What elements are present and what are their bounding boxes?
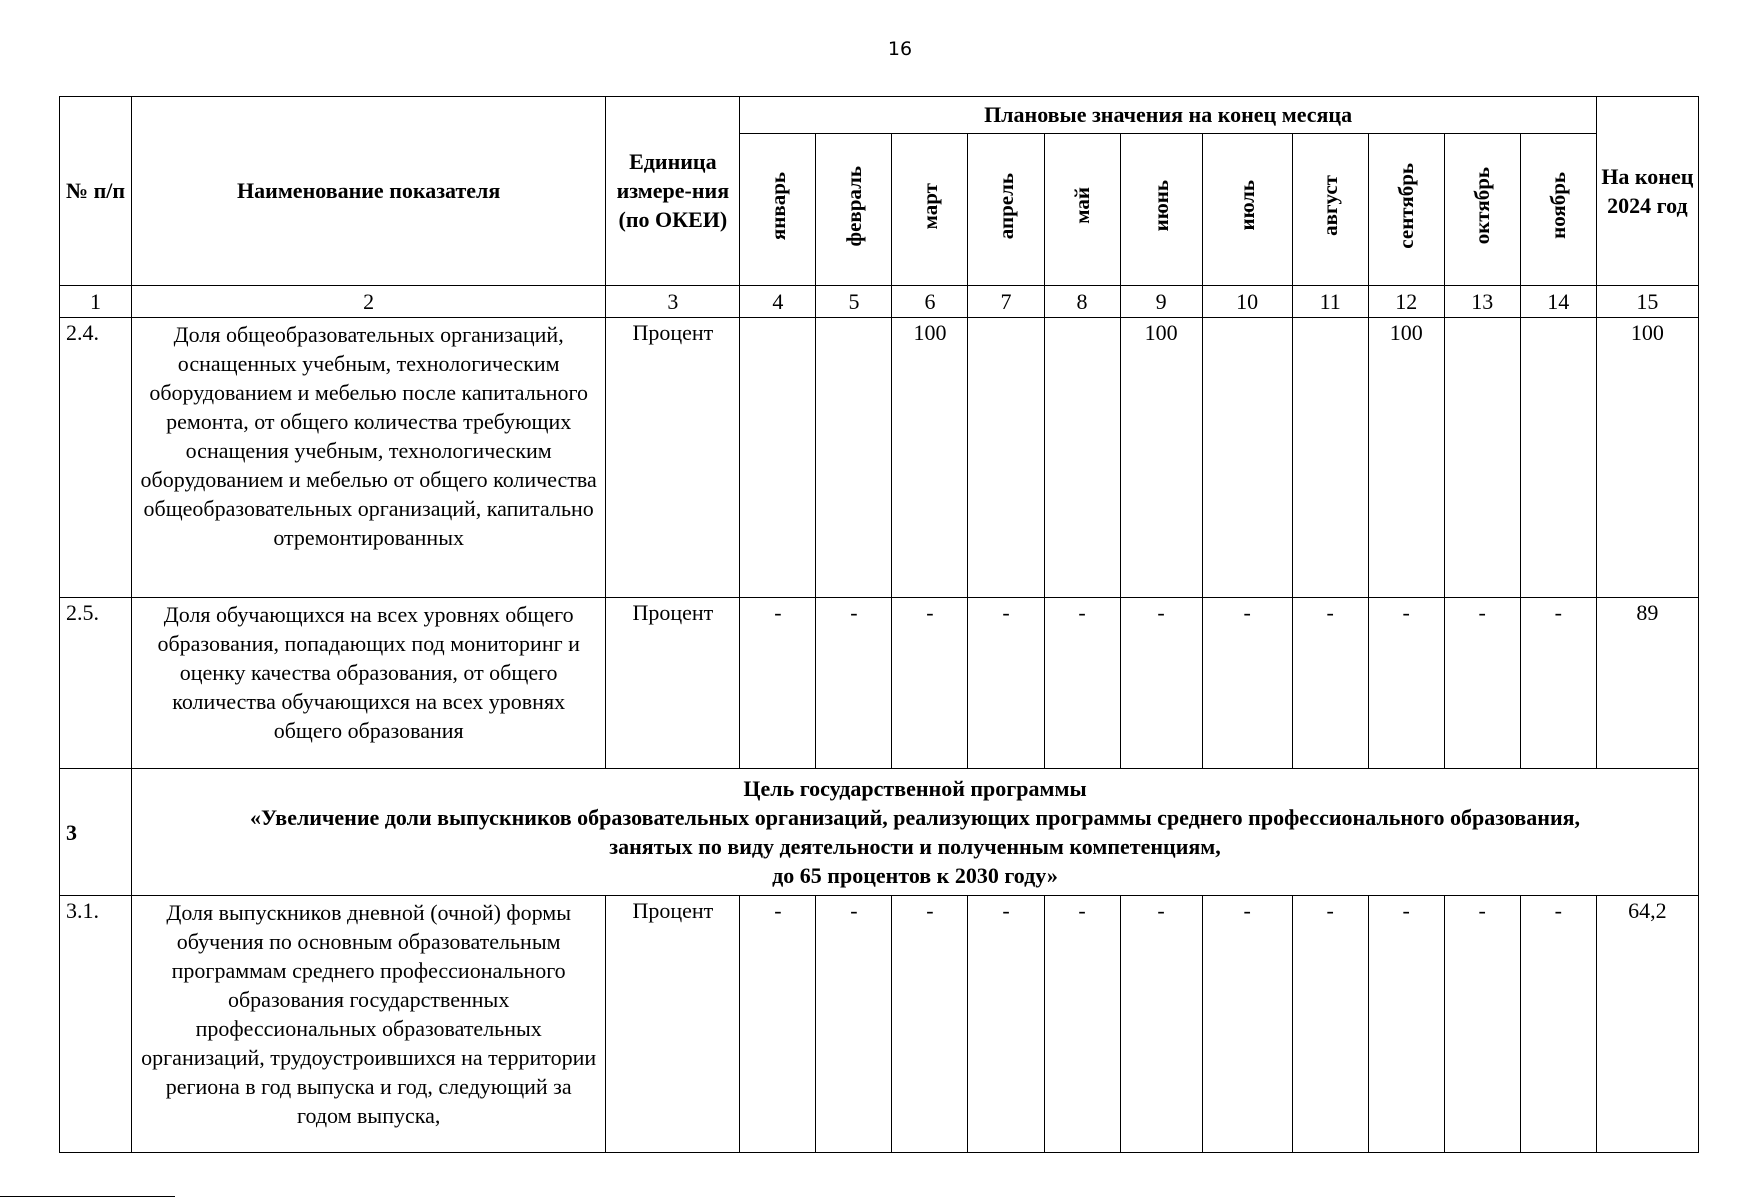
column-index: 1	[60, 285, 132, 318]
goal-line: до 65 процентов к 2030 году»	[772, 863, 1058, 889]
header-month	[892, 133, 968, 285]
column-index: 8	[1044, 285, 1120, 318]
header-month-label: апрель	[994, 172, 1018, 239]
indicators-table	[59, 96, 1699, 1153]
row-month-value: -	[1202, 896, 1292, 1153]
header-row-1	[60, 97, 1699, 134]
column-index-row	[60, 285, 1699, 318]
header-month-label: июнь	[1149, 180, 1174, 232]
column-index: 6	[892, 285, 968, 318]
column-index: 14	[1520, 285, 1596, 318]
header-name: Наименование показателя	[132, 97, 606, 286]
row-month-value: -	[740, 597, 816, 768]
goal-line: занятых по виду деятельности и полученным компетенциям,	[609, 834, 1221, 860]
column-index: 4	[740, 285, 816, 318]
row-month-value	[968, 318, 1044, 598]
row-name: Доля обучающихся на всех уровнях общего образования, попадающих под мониторинг и оценку качества образования, от общего количества обучающихся на всех уровнях общего образования	[132, 597, 606, 768]
header-month-label: июль	[1235, 180, 1260, 231]
header-month	[1520, 133, 1596, 285]
row-month-value: -	[892, 896, 968, 1153]
row-month-value: -	[1044, 896, 1120, 1153]
row-month-value: -	[1120, 896, 1202, 1153]
row-month-value: -	[1368, 896, 1444, 1153]
row-month-value: -	[1444, 896, 1520, 1153]
goal-num: 3	[60, 769, 132, 896]
column-index: 2	[132, 285, 606, 318]
column-index: 5	[816, 285, 892, 318]
header-plan-group: Плановые значения на конец месяца	[740, 97, 1596, 134]
row-num: 2.5.	[60, 597, 132, 768]
row-unit: Процент	[606, 896, 740, 1153]
row-month-value: -	[1202, 597, 1292, 768]
header-num: № п/п	[60, 97, 132, 286]
header-month-label: октябрь	[1470, 167, 1495, 245]
header-month	[740, 133, 816, 285]
header-month-label: март	[917, 182, 942, 229]
row-month-value: -	[816, 896, 892, 1153]
row-month-value: -	[740, 896, 816, 1153]
row-month-value: -	[1444, 597, 1520, 768]
row-month-value: -	[1292, 597, 1368, 768]
header-month	[968, 133, 1044, 285]
row-month-value: 100	[1120, 318, 1202, 598]
header-month	[1444, 133, 1520, 285]
row-month-value: -	[1520, 896, 1596, 1153]
row-month-value	[1044, 318, 1120, 598]
row-name: Доля выпускников дневной (очной) формы обучения по основным образовательным программам среднего профессионального образования государственных профессиональных образовательных организаций, трудоустроившихся на территории региона в год выпуска и год, следующий за годом выпуска,	[132, 896, 606, 1153]
row-month-value: -	[968, 597, 1044, 768]
column-index: 9	[1120, 285, 1202, 318]
header-month-label: май	[1070, 187, 1095, 225]
column-index: 3	[606, 285, 740, 318]
row-month-value	[1202, 318, 1292, 598]
row-month-value	[1520, 318, 1596, 598]
column-index: 11	[1292, 285, 1368, 318]
header-month	[1292, 133, 1368, 285]
column-index: 15	[1596, 285, 1698, 318]
column-index: 7	[968, 285, 1044, 318]
row-year-end: 100	[1596, 318, 1698, 598]
row-unit: Процент	[606, 597, 740, 768]
table-row	[60, 896, 1699, 1153]
goal-line: Цель государственной программы	[743, 776, 1087, 802]
page-number: 16	[887, 38, 913, 60]
row-month-value	[1444, 318, 1520, 598]
row-month-value	[1292, 318, 1368, 598]
row-month-value: -	[1292, 896, 1368, 1153]
row-name: Доля общеобразовательных организаций, оснащенных учебным, технологическим оборудованием и мебелью после капитального ремонта, от общего количества требующих оснащения учебным, технологическим оборудованием и мебелью от общего количества общеобразовательных организаций, капитально отремонтированных	[132, 318, 606, 598]
goal-line: «Увеличение доли выпускников образовательных организаций, реализующих программы среднего профессионального образования,	[249, 805, 1581, 831]
row-month-value: 100	[1368, 318, 1444, 598]
table-row	[60, 597, 1699, 768]
goal-row	[60, 769, 1699, 896]
header-year-end: На конец 2024 год	[1596, 97, 1698, 286]
header-month	[1044, 133, 1120, 285]
row-month-value: -	[1520, 597, 1596, 768]
row-month-value: 100	[892, 318, 968, 598]
row-month-value: -	[1044, 597, 1120, 768]
row-month-value: -	[1368, 597, 1444, 768]
row-month-value: -	[1120, 597, 1202, 768]
row-month-value: -	[968, 896, 1044, 1153]
header-month	[816, 133, 892, 285]
header-month	[1120, 133, 1202, 285]
goal-title	[132, 769, 1699, 896]
row-month-value	[816, 318, 892, 598]
header-month-label: август	[1318, 175, 1343, 237]
header-month-label: ноябрь	[1546, 172, 1571, 240]
row-year-end: 64,2	[1596, 896, 1698, 1153]
header-month	[1202, 133, 1292, 285]
header-month	[1368, 133, 1444, 285]
row-year-end: 89	[1596, 597, 1698, 768]
column-index: 13	[1444, 285, 1520, 318]
table-row	[60, 318, 1699, 598]
header-month-label: февраль	[841, 165, 866, 246]
row-month-value: -	[892, 597, 968, 768]
footnote-divider	[0, 1196, 175, 1197]
header-month-label: январь	[765, 171, 790, 240]
column-index: 12	[1368, 285, 1444, 318]
header-month-label: сентябрь	[1394, 162, 1419, 249]
row-month-value: -	[816, 597, 892, 768]
row-unit: Процент	[606, 318, 740, 598]
row-num: 3.1.	[60, 896, 132, 1153]
header-unit: Единица измере-ния (по ОКЕИ)	[606, 97, 740, 286]
row-month-value	[740, 318, 816, 598]
column-index: 10	[1202, 285, 1292, 318]
row-num: 2.4.	[60, 318, 132, 598]
